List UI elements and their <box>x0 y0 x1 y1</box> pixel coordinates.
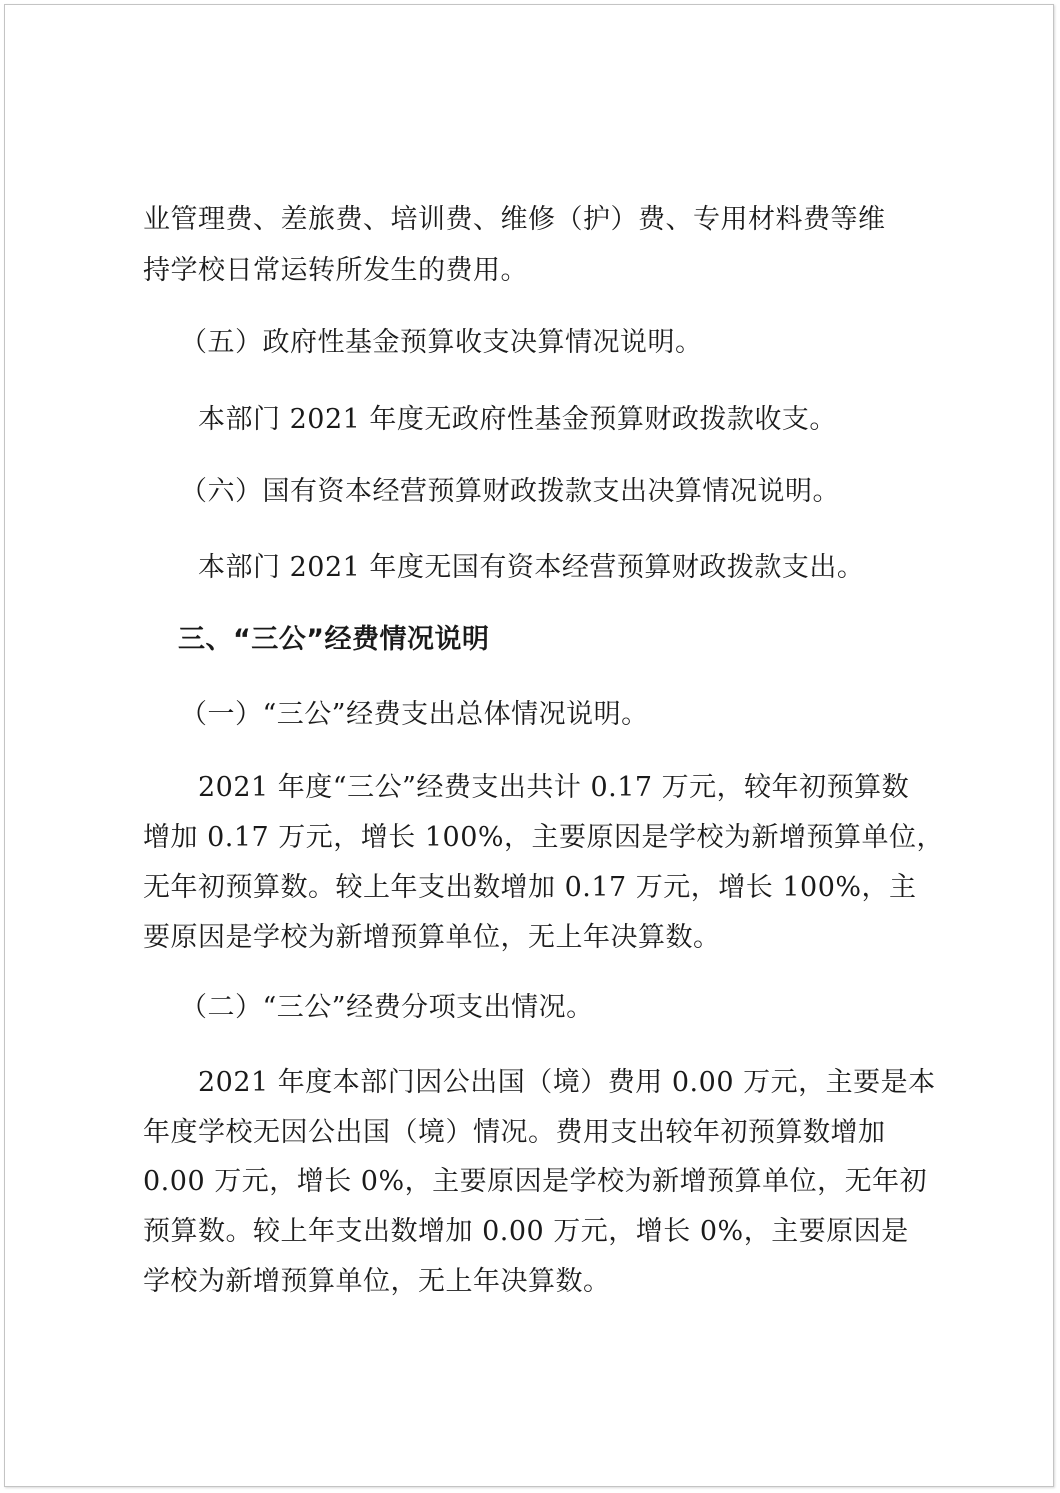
continuation-line-1: 业管理费、差旅费、培训费、维修（护）费、专用材料费等维 <box>143 204 886 235</box>
part-3-2-line-3: 0.00 万元，增长 0%，主要原因是学校为新增预算单位，无年初 <box>143 1166 928 1197</box>
part-3-1-line-3: 无年初预算数。较上年支出数增加 0.17 万元，增长 100%，主 <box>143 872 917 903</box>
part-3-1-line-2: 增加 0.17 万元，增长 100%，主要原因是学校为新增预算单位， <box>143 822 945 853</box>
part-3-heading: 三、“三公”经费情况说明 <box>178 624 490 655</box>
part-3-2-line-5: 学校为新增预算单位，无上年决算数。 <box>143 1266 611 1297</box>
section-6-heading: （六）国有资本经营预算财政拨款支出决算情况说明。 <box>180 476 840 507</box>
part-3-2-line-1: 2021 年度本部门因公出国（境）费用 0.00 万元，主要是本 <box>198 1067 936 1098</box>
part-3-1-heading: （一）“三公”经费支出总体情况说明。 <box>180 699 649 730</box>
continuation-line-2: 持学校日常运转所发生的费用。 <box>143 255 528 286</box>
section-5-body: 本部门 2021 年度无政府性基金预算财政拨款收支。 <box>198 404 837 435</box>
part-3-1-line-1: 2021 年度“三公”经费支出共计 0.17 万元，较年初预算数 <box>198 772 910 803</box>
part-3-2-line-4: 预算数。较上年支出数增加 0.00 万元，增长 0%，主要原因是 <box>143 1216 909 1247</box>
part-3-1-line-4: 要原因是学校为新增预算单位，无上年决算数。 <box>143 922 721 953</box>
section-5-heading: （五）政府性基金预算收支决算情况说明。 <box>180 327 703 358</box>
part-3-2-heading: （二）“三公”经费分项支出情况。 <box>180 992 594 1023</box>
part-3-2-line-2: 年度学校无因公出国（境）情况。费用支出较年初预算数增加 <box>143 1117 886 1148</box>
section-6-body: 本部门 2021 年度无国有资本经营预算财政拨款支出。 <box>198 552 865 583</box>
